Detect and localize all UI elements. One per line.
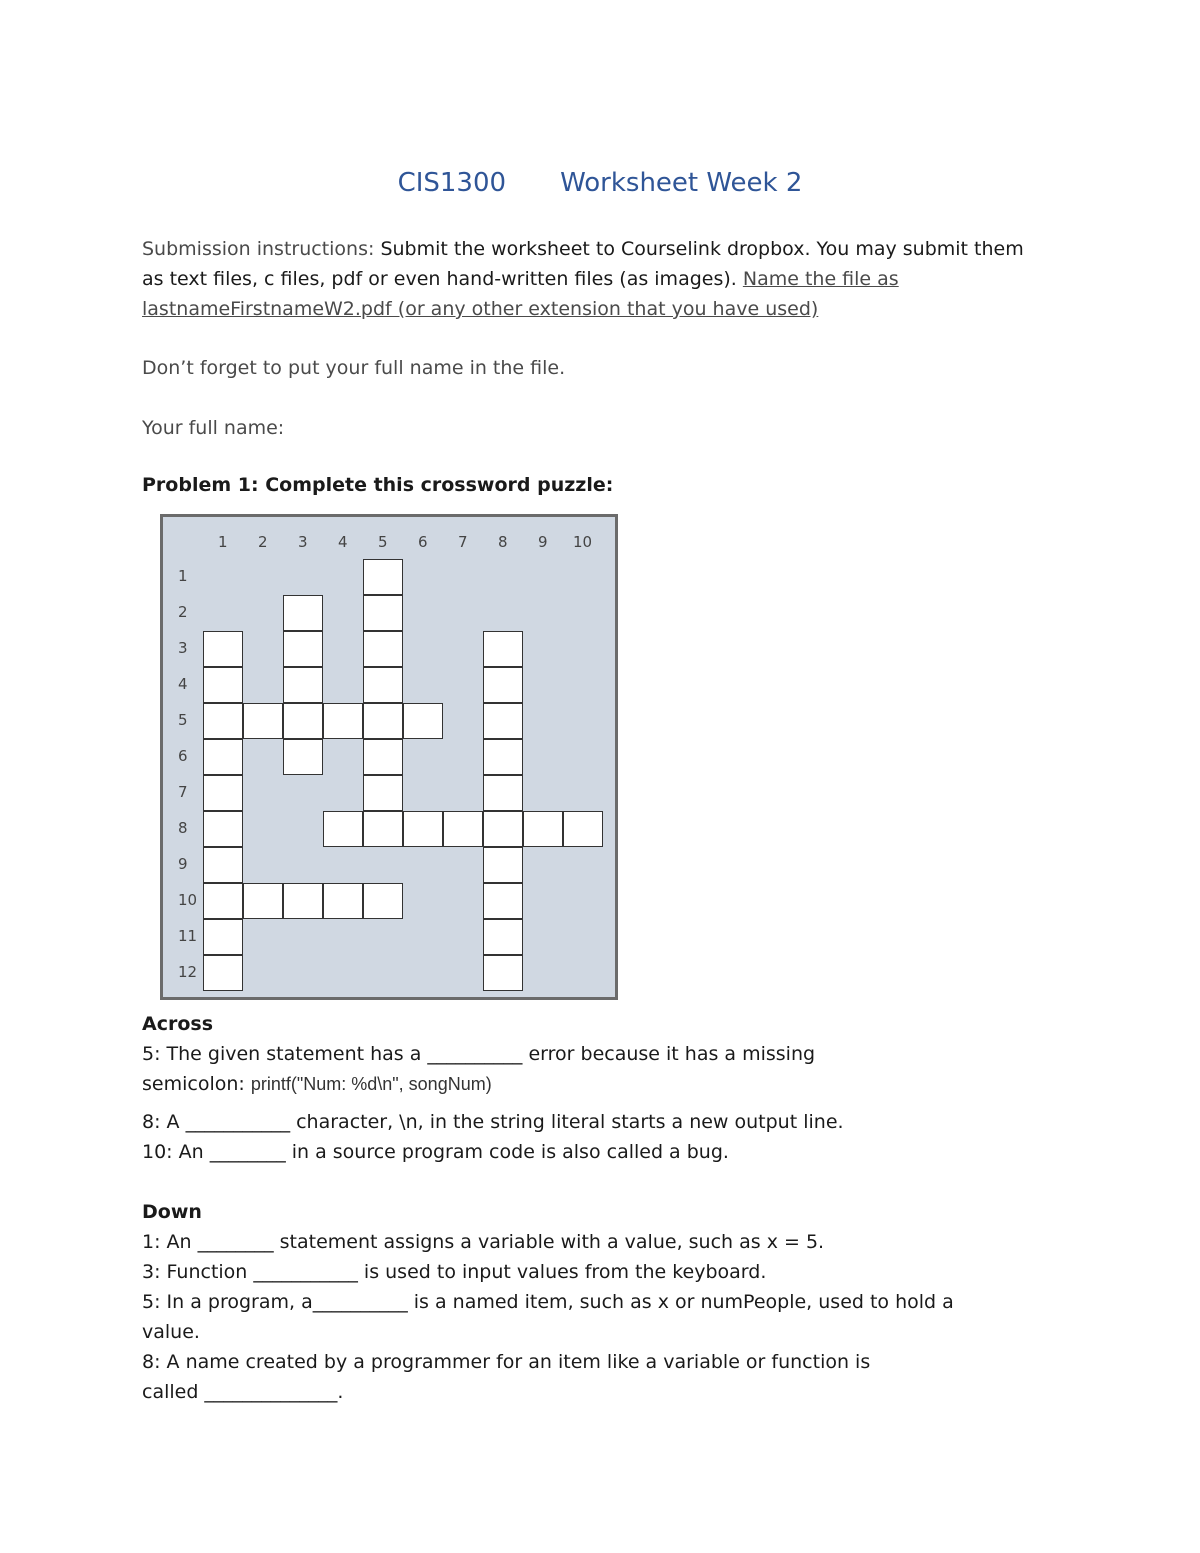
crossword-row-number: 5 [178,711,188,729]
crossword-cell[interactable] [203,883,243,919]
crossword-cell[interactable] [443,811,483,847]
crossword-cell[interactable] [483,775,523,811]
crossword-column-number: 9 [538,533,548,551]
across-clue-10: 10: An ________ in a source program code is also called a bug. [142,1141,729,1163]
down-clue-8 [142,1347,1042,1407]
crossword-cell[interactable] [363,703,403,739]
crossword-row-number: 8 [178,819,188,837]
crossword-cell[interactable] [283,667,323,703]
down-heading: Down [142,1201,202,1223]
name-reminder: Don’t forget to put your full name in the file. [142,357,566,379]
crossword-cell[interactable] [323,703,363,739]
crossword-row-number: 3 [178,639,188,657]
code-snippet: printf("Num: %d\n", songNum) [250,1074,492,1094]
crossword-row-number: 7 [178,783,188,801]
crossword-cell[interactable] [363,631,403,667]
crossword-cell[interactable] [203,919,243,955]
crossword-row-number: 11 [178,927,198,945]
crossword-row-number: 12 [178,963,198,981]
crossword-cell[interactable] [283,739,323,775]
across-clue-8: 8: A ___________ character, \n, in the string literal starts a new output line. [142,1111,844,1133]
crossword-column-number: 7 [458,533,468,551]
crossword-cell[interactable] [203,955,243,991]
crossword-cell[interactable] [283,595,323,631]
crossword-cell[interactable] [283,883,323,919]
crossword-cell[interactable] [483,883,523,919]
crossword-cell[interactable] [363,559,403,595]
across-clue-5-line1: 5: The given statement has a __________ error because it has a missing [142,1043,816,1065]
crossword-cell[interactable] [483,847,523,883]
crossword-cell[interactable] [203,847,243,883]
page-title [0,168,1200,198]
crossword-row-number: 1 [178,567,188,585]
file-naming-instructions: Name the file as lastnameFirstnameW2.pdf (or any other extension that you have used) [142,268,899,320]
crossword-cell[interactable] [203,667,243,703]
crossword-column-number: 4 [338,533,348,551]
crossword-cell[interactable] [283,631,323,667]
crossword-cell[interactable] [523,811,563,847]
down-clue-3: 3: Function ___________ is used to input values from the keyboard. [142,1261,767,1283]
crossword-cell[interactable] [243,883,283,919]
across-clues [142,1009,1042,1167]
crossword-cell[interactable] [483,919,523,955]
crossword-cell[interactable] [563,811,603,847]
across-clue-5 [142,1039,1042,1099]
crossword-cell[interactable] [483,811,523,847]
crossword-cell[interactable] [283,703,323,739]
down-clues [142,1197,1042,1407]
submission-label: Submission instructions: [142,238,375,260]
problem-1-heading: Problem 1: Complete this crossword puzzle: [142,474,614,496]
down-clue-8-line2: called ______________. [142,1381,344,1403]
crossword-cell[interactable] [483,667,523,703]
crossword-row-number: 10 [178,891,198,909]
crossword-row-number: 6 [178,747,188,765]
crossword-grid [160,514,618,1000]
crossword-cell[interactable] [363,811,403,847]
submission-text: Submit the worksheet to Courselink dropbox. You may submit them as text files, c files, pdf or even hand-written files (as images). [142,238,1024,290]
crossword-cell[interactable] [483,739,523,775]
crossword-column-number: 3 [298,533,308,551]
down-clue-5-line1: 5: In a program, a__________ is a named item, such as x or numPeople, used to hold a [142,1291,954,1313]
crossword-column-number: 1 [218,533,228,551]
crossword-cell[interactable] [203,775,243,811]
crossword-column-number: 6 [418,533,428,551]
crossword-cell[interactable] [203,703,243,739]
crossword-cell[interactable] [323,883,363,919]
crossword-cell[interactable] [363,775,403,811]
down-clue-5-line2: value. [142,1321,200,1343]
crossword-cell[interactable] [323,811,363,847]
crossword-cell[interactable] [483,703,523,739]
course-code: CIS1300 [397,168,507,198]
crossword-row-number: 2 [178,603,188,621]
across-clue-5-line2: semicolon: [142,1073,251,1095]
crossword-cell[interactable] [483,955,523,991]
crossword-column-number: 2 [258,533,268,551]
submission-instructions [142,234,1042,324]
crossword-cell[interactable] [363,595,403,631]
crossword-cell[interactable] [403,811,443,847]
crossword-column-number: 10 [573,533,593,551]
crossword-cell[interactable] [203,631,243,667]
down-clue-5 [142,1287,1042,1347]
crossword-row-number: 9 [178,855,188,873]
crossword-cell[interactable] [243,703,283,739]
down-clue-1: 1: An ________ statement assigns a variable with a value, such as x = 5. [142,1231,825,1253]
crossword-cell[interactable] [403,703,443,739]
crossword-column-number: 8 [498,533,508,551]
crossword-cell[interactable] [483,631,523,667]
crossword-column-number: 5 [378,533,388,551]
crossword-cell[interactable] [203,811,243,847]
crossword-cell[interactable] [363,883,403,919]
full-name-label: Your full name: [142,417,285,439]
crossword-cell[interactable] [203,739,243,775]
crossword-cell[interactable] [363,739,403,775]
crossword-cell[interactable] [363,667,403,703]
worksheet-title: Worksheet Week 2 [560,168,803,198]
across-heading: Across [142,1013,214,1035]
crossword-row-number: 4 [178,675,188,693]
down-clue-8-line1: 8: A name created by a programmer for an item like a variable or function is [142,1351,871,1373]
